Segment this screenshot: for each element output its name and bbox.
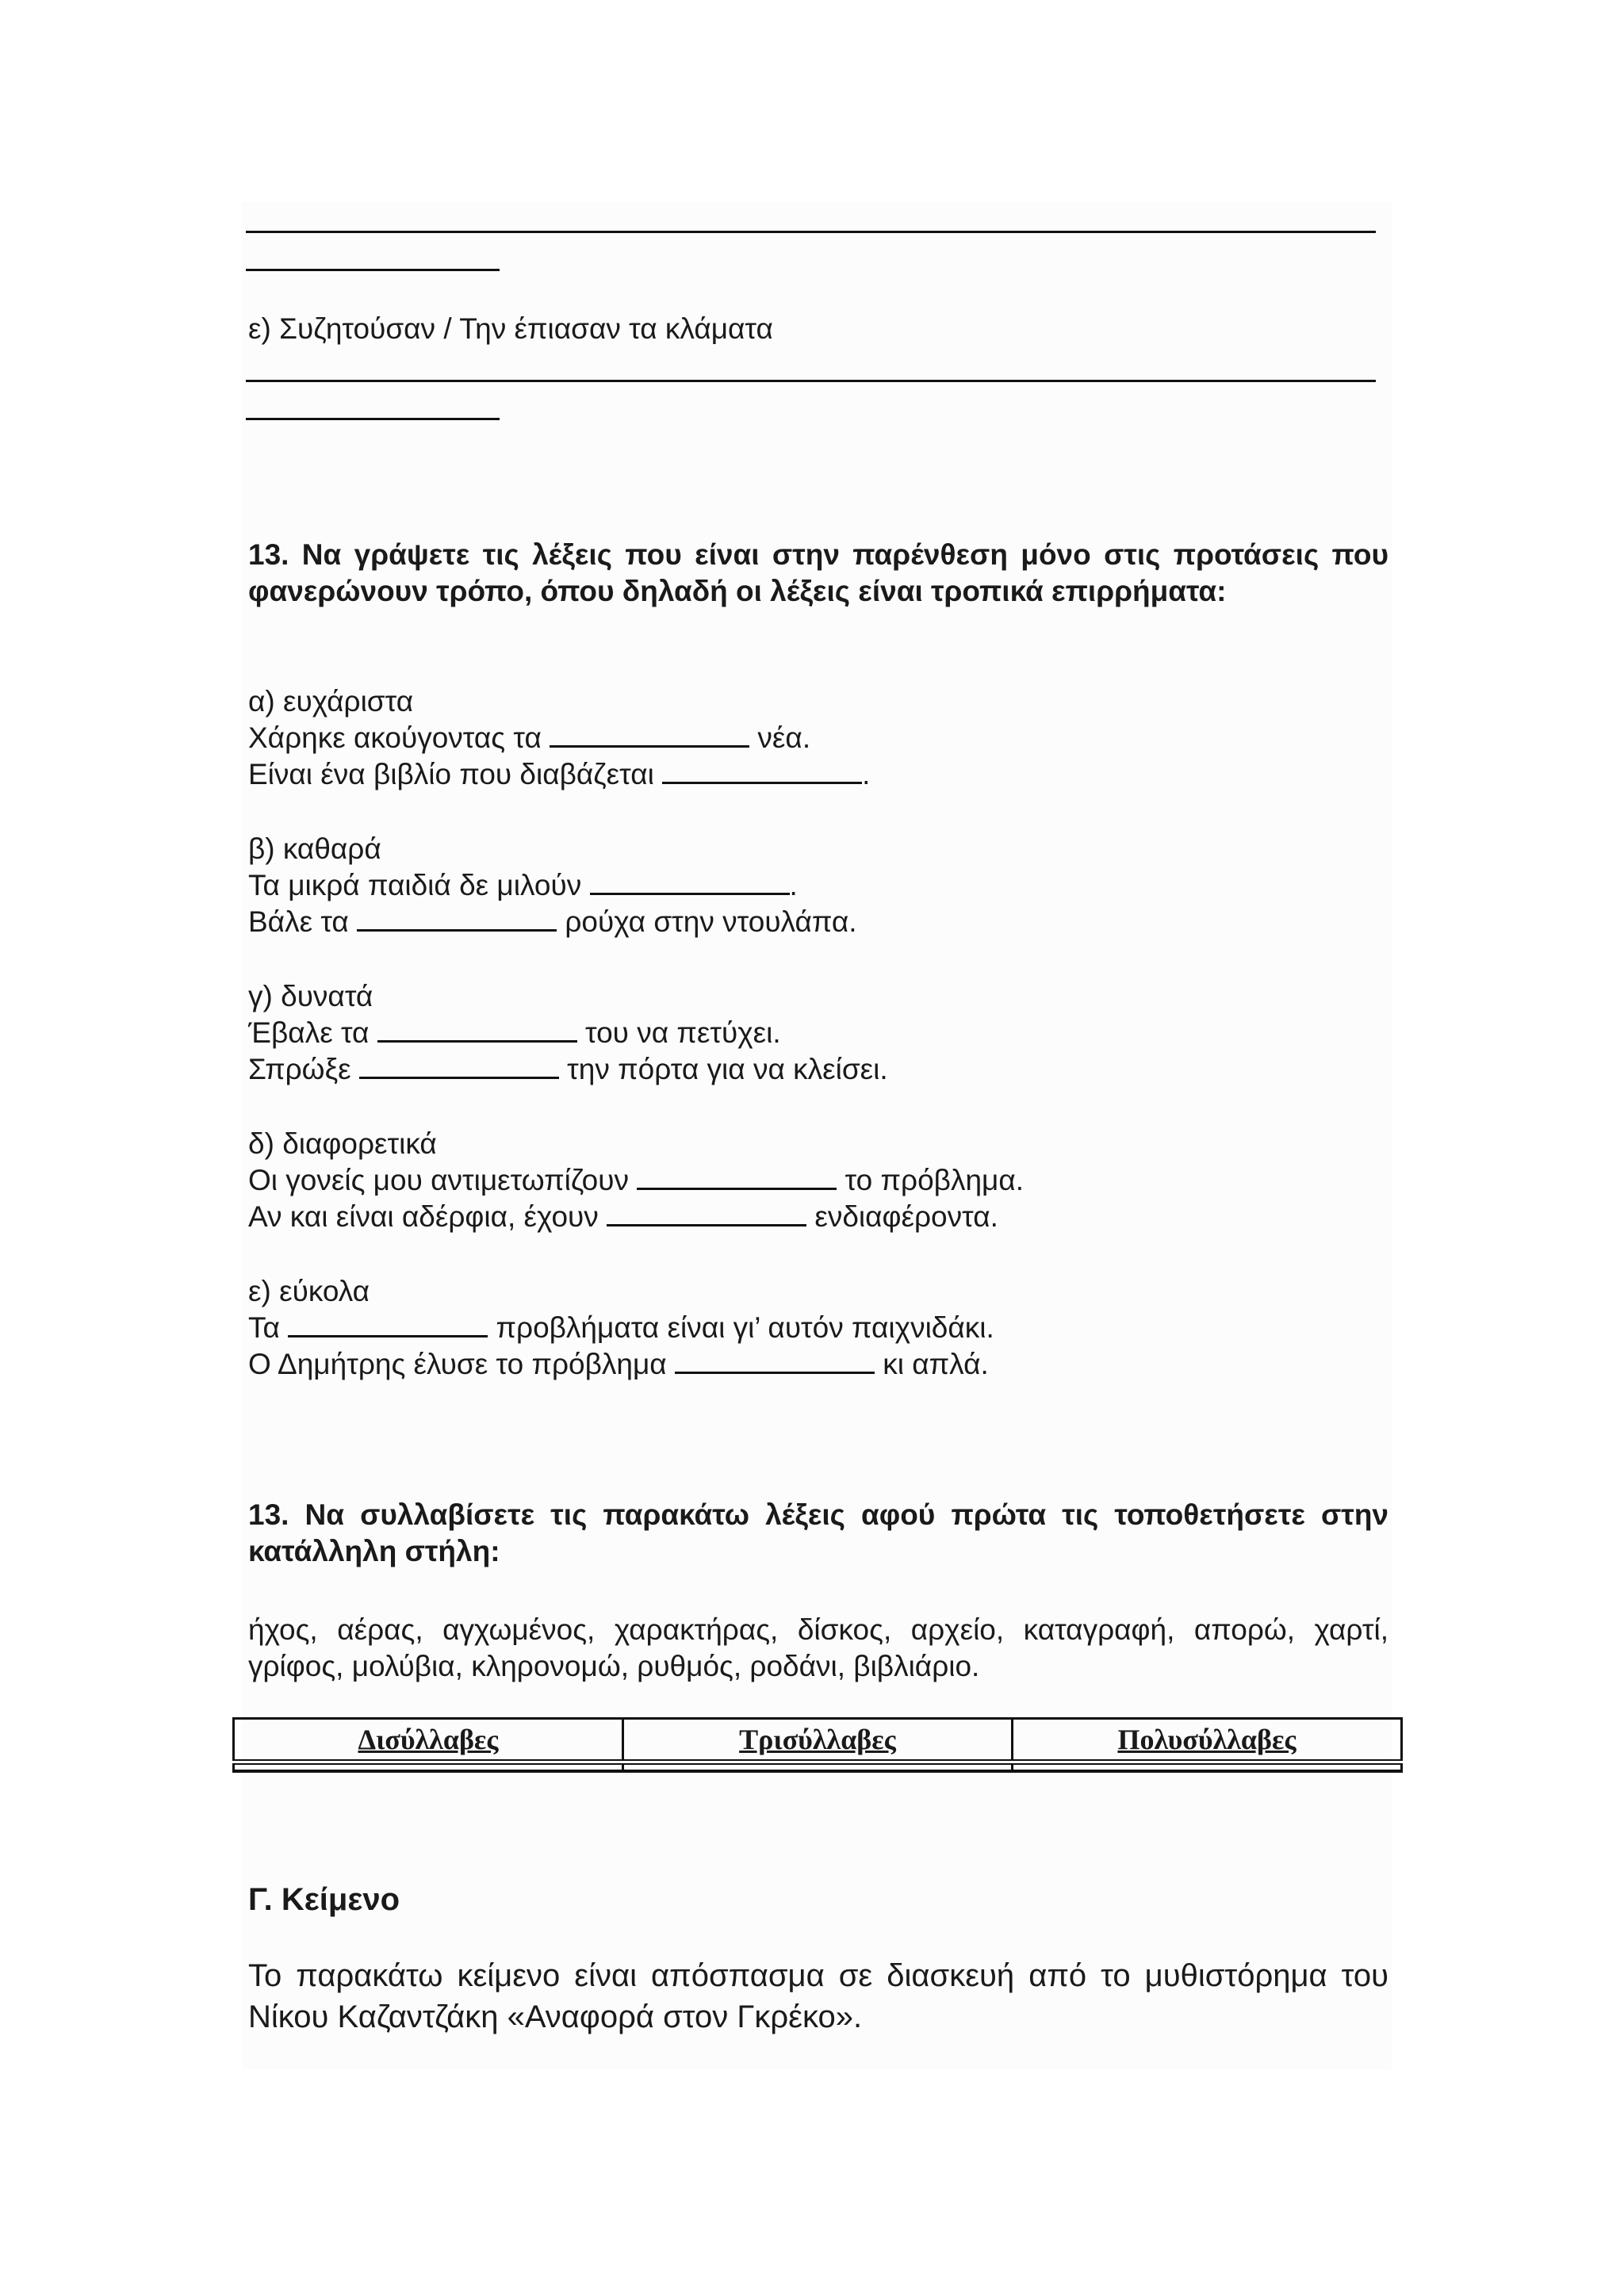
item-label: γ) δυνατά [248, 980, 373, 1012]
fill-in-blank[interactable] [675, 1348, 875, 1374]
fill-in-blank[interactable] [590, 869, 790, 895]
sentence: Τα μικρά παιδιά δε μιλούν . [248, 869, 798, 901]
item-label: ε) εύκολα [248, 1275, 370, 1307]
fill-in-blank[interactable] [288, 1311, 488, 1337]
sentence: Τα προβλήματα είναι γι’ αυτόν παιχνιδάκι. [248, 1311, 994, 1344]
answer-line-long[interactable] [246, 380, 1376, 382]
fill-in-blank[interactable] [359, 1053, 559, 1079]
column-header-disyllabic: Δισύλλαβες [234, 1719, 623, 1762]
exercise-13-syllables-title: 13. Να συλλαβίσετε τις παρακάτω λέξεις αφού πρώτα τις τοποθετήσετε στην κατάλληλη στήλη: [248, 1498, 1388, 1567]
exercise-item [248, 978, 888, 1088]
exercise-item [248, 1273, 994, 1383]
sentence: Χάρηκε ακούγοντας τα νέα. [248, 721, 811, 754]
sentence: Βάλε τα ρούχα στην ντουλάπα. [248, 905, 857, 938]
sentence: Έβαλε τα του να πετύχει. [248, 1016, 781, 1049]
item-label: α) ευχάριστα [248, 685, 414, 718]
fill-in-blank[interactable] [637, 1164, 837, 1190]
answer-line-short[interactable] [246, 418, 500, 420]
fill-in-blank[interactable] [550, 721, 749, 748]
exercise-item [248, 683, 870, 793]
sentence: Ο Δημήτρης έλυσε το πρόβλημα κι απλά. [248, 1348, 989, 1380]
item-e-label: ε) Συζητούσαν / Την έπιασαν τα κλάματα [248, 312, 773, 345]
exercise-item [248, 1126, 1024, 1235]
syllable-table [232, 1717, 1403, 1773]
table-cell[interactable] [1013, 1762, 1402, 1772]
sentence: Είναι ένα βιβλίο που διαβάζεται . [248, 758, 871, 790]
answer-line-long[interactable] [246, 231, 1376, 233]
fill-in-blank[interactable] [662, 758, 862, 784]
item-label: β) καθαρά [248, 832, 381, 865]
fill-in-blank[interactable] [357, 905, 557, 932]
fill-in-blank[interactable] [377, 1016, 577, 1043]
word-list: ήχος, αέρας, αγχωμένος, χαρακτήρας, δίσκος, αρχείο, καταγραφή, απορώ, χαρτί, γρίφος, μολύβια, κληρονομώ, ρυθμός, ροδάνι, βιβλιάριο. [248, 1613, 1388, 1682]
sentence: Σπρώξε την πόρτα για να κλείσει. [248, 1053, 888, 1085]
table-cell[interactable] [623, 1762, 1013, 1772]
exercise-item [248, 831, 857, 940]
fill-in-blank[interactable] [607, 1200, 806, 1226]
answer-line-short[interactable] [246, 269, 500, 271]
column-header-polysyllabic: Πολυσύλλαβες [1013, 1719, 1402, 1762]
column-header-trisyllabic: Τρισύλλαβες [623, 1719, 1013, 1762]
item-label: δ) διαφορετικά [248, 1127, 437, 1160]
sentence: Αν και είναι αδέρφια, έχουν ενδιαφέροντα. [248, 1200, 998, 1233]
table-cell[interactable] [234, 1762, 623, 1772]
exercise-13-adverbs-title: 13. Να γράψετε τις λέξεις που είναι στην παρένθεση μόνο στις προτάσεις που φανερώνουν τρόπο, όπου δηλαδή οι λέξεις είναι τροπικά επιρρήματα: [248, 538, 1388, 607]
sentence: Οι γονείς μου αντιμετωπίζουν το πρόβλημα. [248, 1164, 1025, 1196]
section-intro: Το παρακάτω κείμενο είναι απόσπασμα σε διασκευή από το μυθιστόρημα του Νίκου Καζαντζάκη «Αναφορά στον Γκρέκο». [248, 1958, 1388, 2034]
section-title: Γ. Κείμενο [248, 1882, 400, 1917]
